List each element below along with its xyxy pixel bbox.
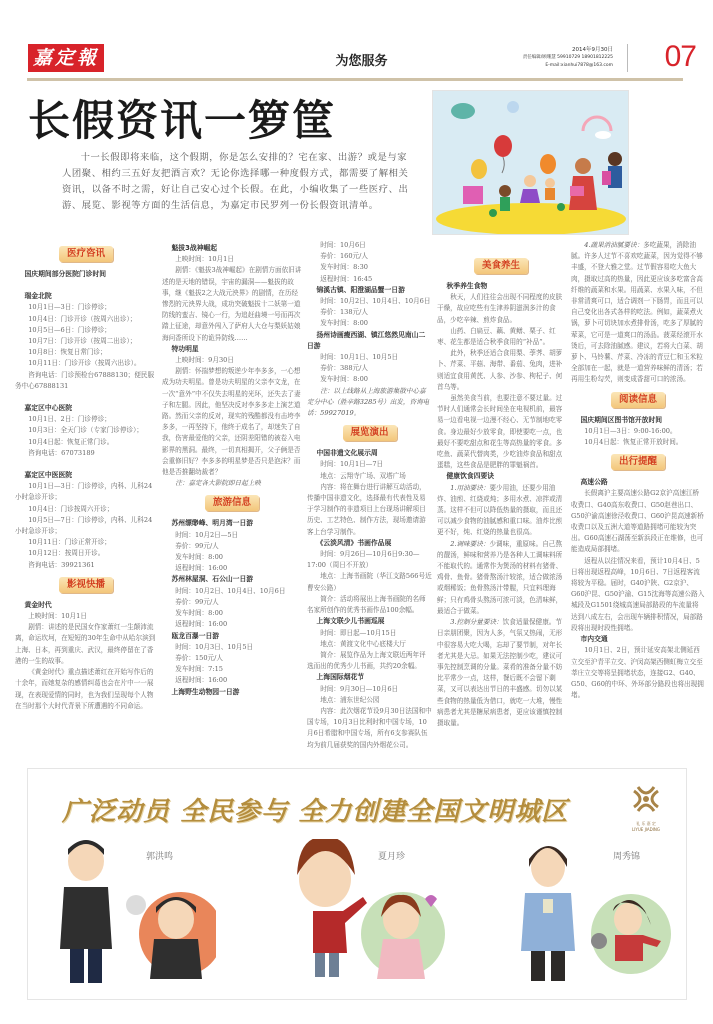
city-traffic-paragraph: 10月1日、2日，预计延安高架北侧延西立交至沪青平立交、沪闵高架西侧虹梅立交至莘庄立交等将呈拥堵状态，连接G2、G40、G50、G60的中环、外环部分路段也将出现拥堵。 [571,646,704,700]
medical-title: 国庆期间部分医院门诊时间 [24,270,107,278]
event-title: 《云淡风清》书画作品展 [316,538,392,547]
event-title: 上海文联少儿书画巡展 [316,617,385,626]
column-travel-exhibitions [307,240,432,751]
tour-detail: 返程时间：16:45 [320,274,373,283]
section-tag-travel: 旅游信息 [205,495,259,511]
schedule-line: 10月4日：门诊按周六开诊； [28,504,114,513]
editor-line: 责任编辑/顾珊慧 59910729 18901812225 [522,55,613,60]
schedule-line: 10月5日—6日：门诊停诊； [28,325,111,334]
movie-plot-extra: 《黄金时代》重点描述萧红在开始写作后的十余年，而她复杂的感情纠葛也会在片中一一展现，在表现爱情的同时，也为我们呈现每个人物在当时那个大时代背景下所遭遇的不同命运。 [15,668,154,710]
caricature-person-3 [513,839,673,993]
section-tag-movies: 影视快播 [59,577,113,593]
tour-title: 扬州诗画瘦西湖、镇江悠然见南山二日游 [307,330,426,350]
person-name: 夏月珍 [378,852,406,862]
column-movies-travel [162,232,302,698]
movie-title: 特功明星 [171,344,199,353]
food-tips-title: 健康饮食四要诀 [446,472,495,481]
meta-divider [627,44,628,72]
tip-label: 3.控制分量要诀： [450,618,503,627]
caricature-person-1 [56,839,216,993]
movie-plot: 剧情：怀揣梦想的叛逆少年李多多，一心想成为功夫明星。曾是功夫明星的父亲李文龙，在一次“意外”中不仅失去明星的光环，还失去了妻子和左腿。因此，他坚决反对李多多走上演艺道路。然而父亲的反对，现实的残酷都没有击垮李多多，一再坚持下，他终于成名了，却迷失了自我，伤害最爱他的父亲，还阴差阳错的被卷入电影界的黑洞。最终，一切真相揭开，父子俩是否会重修旧好？李多多的明星梦是否只是泡沫？而他是否推翻幼裁者？ [162,367,301,477]
section-tag-reading: 阅读信息 [611,392,665,408]
schedule-line: 10月12日：按周日开诊。 [28,549,105,558]
traffic-title: 高速公路 [580,478,608,487]
event-detail: 时间：10月1日—7日 [320,460,384,469]
movie-release: 上映时间：10月1日 [175,255,234,264]
reading-line: 10月1日—3日：9:00-16:00。 [584,426,677,435]
column-reading-traffic [571,240,705,701]
header-rule [27,78,683,81]
traffic-paragraph: 返程从以往情况来看，预计10月4日、5日将出现返程高峰，10月6日、7日返程客流将较为平稳。届时，G40沪陕、G2京沪、G60沪昆、G50沪渝、G15沈海等高速公路入城段及G1501绕城高速局部路段的车流量将达到八成左右，会出现车辆排积情况，局部路段将出现时段性拥堵。 [571,556,705,632]
reading-line: 10月4日起：恢复正常开放时间。 [584,438,683,447]
event-detail: 地点：上海书画院（华江支路566号近曹安公路） [307,572,432,592]
event-detail: 时间：即日起—10月15日 [320,628,397,637]
newspaper-logo: 嘉定報 [28,44,104,72]
traffic-paragraph: 长假离沪主要高速公路G2京沪高速江桥收费口、G40高东收费口、G50赵巷出口、G50沪渝高速徐泾收费口、G60沪昆高速新桥收费口以及五洲大道等道路拥堵可能较为突出。G60高速石湖荡至新浜段正在维修，也可能造成局部拥堵。 [571,489,704,554]
section-tag-food: 美食养生 [474,258,528,274]
tour-title: 上海野生动物园一日游 [171,687,240,696]
movie-title: 黄金时代 [24,600,52,609]
tour-title: 苏州林屋洞、石公山一日游 [171,575,254,584]
event-detail: 地点：云翔寺广场、双塔广场 [320,471,406,480]
event-detail: 简介：展览作品为上海文联近两年评选而出的优秀少儿书画，共约20余幅。 [307,650,426,671]
page-number: 07 [664,40,696,73]
schedule-line: 10月11日：门诊正常开诊； [28,538,111,547]
hospital-name: 瑞金北院 [24,292,52,301]
movie-plot: 剧情：《魁拔3战神崛起》在剧情方面依旧讲述的是天地的错误，宇宙的漏洞——魁拔的故事，继《魁拔2之大战元泱界》的剧情，在历经惨烈的元泱界大战，成功突破魁拔十二妖第一道防线的蛮吉、镜心一行，为追赶曲境一号而再次踏上征途，却意外闯入了萨府人大仓与梨妖姑娘海问香所设下的诡异防线…… [162,266,302,342]
event-detail: 简介：活动将展出上海书画院的名师名家所创作的优秀书画作品100余幅。 [307,594,426,615]
caricature-person-2 [283,839,463,993]
column-food [437,240,565,729]
schedule-line: 10月5日—7日：门诊停诊，内科、儿科24小时急诊开诊； [15,515,153,536]
tour-detail: 发车时间：8:00 [320,319,368,328]
tour-detail: 发车时间：7:15 [175,665,223,674]
tip-label: 1.用油要诀： [450,483,490,492]
event-detail: 内容：此次烟花节设9月30日法国和中国专场，10月3日比利时和中国专场，10月6日希腊和中国专场，所有6支参赛队伍均为前几届获奖的国内外烟花公司。 [307,706,432,749]
tour-title: 瓯龙百瀑一日游 [171,631,220,640]
person-name: 周秀锦 [613,852,641,862]
tip-text: 要少用油，还要少用油炸、油煎、红烧或炖；多用水煮、凉拌或清蒸。这样不但可以降低热量的摄取，而且还可以减少食物的油腻感和重口味。油炸比煎更不好，炖、红烧的热量也很高。 [437,483,563,537]
schedule-line: 10月4日：门诊开诊（按周六出诊）； [28,314,137,323]
city-traffic-title: 市内交通 [580,635,608,644]
section-tag-medical: 医疗咨讯 [59,246,113,262]
hospital-name: 嘉定区中医医院 [24,471,73,480]
tip-text: 饮食适量保健康。节日亲朋团聚，因为人多，气氛又热闹，无形中很容易大吃大喝，忘却了要节制，对年长者尤其是大忌。如果无法控制少吃，建议可事先控制烹调的分量。菜肴的准备分量不妨比平常少一点，这样，餐后既不会留下剩菜，又可以表达出节日的丰盛感。切勿以某些食物的热量低为借口，就吃一大堆，慢性病患者尤其是糖尿病患者，更应该谨慎控制摄取量。 [437,618,563,727]
schedule-line: 10月4日起：恢复正常门诊。 [28,437,114,446]
tour-title: 苏州缥缈峰、明月湾一日游 [171,519,254,528]
schedule-line: 10月1日—3日：门诊停诊； [28,303,111,312]
section-tag-traffic: 出行提醒 [611,454,665,470]
tour-detail: 发车时间：8:00 [175,553,223,562]
tour-detail: 券价：99元/人 [175,541,219,550]
event-detail: 时间：9月26日—10月6日9:30—17:00（周日不开放） [307,550,420,570]
tour-detail: 时间：10月3日、10月5日 [175,642,254,651]
banner-slogan: 广泛动员 全民参与 全力创建全国文明城区 [62,797,569,827]
contact-phone: 咨询电话：39921361 [28,560,95,569]
event-detail: 地点：浦东世纪公园 [320,695,380,704]
issue-date: 2014年9月30日 [572,47,613,53]
schedule-line: 10月3日：全天门诊（专家门诊停诊）； [28,426,143,435]
tour-detail: 发车时间：8:00 [320,375,368,384]
hospital-name: 嘉定区中心医院 [24,404,73,413]
food-title: 秋季养生食物 [446,282,488,290]
tour-detail: 时间：10月1日、10月5日 [320,353,399,362]
tip-label: 2.调味要诀： [450,539,490,548]
tour-detail: 券价：150元/人 [175,653,223,662]
contact-phone: 咨询电话：67073189 [28,448,95,457]
movie-title: 魁拔3战神崛起 [171,244,218,252]
tour-title: 锦溪古镇、阳澄湖品蟹一日游 [316,285,405,294]
tour-detail: 时间：10月2日、10月4日、10月6日 [175,586,286,595]
food-paragraph: 虽然美食当前，也要注意不要过量。过节时人们通常会长时间坐在电视机前，最容易一边看电视一边漫不经心、无节制地吃零食。身边最好少放零食，即使要吃一点，也最好不要吃甜点和花生等高热量的零食。多吃鱼、蔬菜代替肉类，少吃油炸食品和甜点蛋糕，这些食品是肥胖的罪魁祸首。 [437,394,563,470]
food-paragraph: 秋天，人们往往会出现不同程度的皮肤干燥，故应吃些有生津养阴滋润多汁的食品，少吃辛辣、煎炸食品。 [437,293,563,324]
column-medical [15,240,157,712]
intro-paragraph: 十一长假即将来临，这个假期，你是怎么安排的？宅在家、出游？或是与家人团聚、相约三五好友把酒言欢？无论你选择哪一种度假方式，都需要了解相关资讯，以备不时之需，好让自己安心过个长假。在此，小编收集了一些医疗、出游、展览、影视等方面的生活信息，为嘉定市民罗列一份长假资讯清单。 [62,152,409,211]
emblem-icon [628,781,664,817]
food-paragraph: 山药、白扁豆、藕、黄鳝、栗子、红枣、花生都是适合秋季食用的“补品”。 [437,326,556,347]
person-name: 郭洪鸣 [146,852,174,862]
section-title: 为您服务 [335,54,388,69]
page-headline: 长假资讯一箩筐 [28,96,337,145]
schedule-line: 10月1日—3日：门诊停诊，内科、儿科24小时急诊开诊； [15,482,153,502]
tour-detail: 券价：99元/人 [175,597,219,606]
movie-release: 上映时间：10月1日 [28,612,87,621]
event-detail: 时间：9月30日—10月6日 [320,684,399,693]
schedule-line: 10月1日、2日：门诊停诊； [28,415,111,424]
tour-detail: 时间：10月2日—5日 [175,530,239,539]
movie-note: 注：嘉定各大影院即日起上映 [175,479,261,488]
tip-label: 4.蔬果消油腻要诀： [584,241,644,249]
contact-phone: 咨询电话：门诊预检台67888130；便民服务中心67888131 [15,370,155,390]
tour-detail: 时间：10月6日 [320,241,366,249]
tour-detail: 发车时间：8:00 [175,609,223,618]
event-detail: 内容：将在舞台进行讲解互动活动，传播中国非遗文化，选择最有代表性及易于学习制作的非遗项目上台现场讲解项目历史、工艺特色、制作方法，现场邀请游客上台学习制作。 [307,482,426,536]
emblem-caption-en: LIYUE JIADING [631,827,661,832]
tour-detail: 时间：10月2日、10月4日、10月6日 [320,297,431,306]
travel-note: 注：以上线路从上海旅游集散中心嘉定分中心（胜辛路3285号）出发，咨询电话：59927019。 [307,386,430,418]
tour-detail: 券价：388元/人 [320,364,368,373]
reading-title: 国庆期间区图书馆开放时间 [580,415,663,424]
tour-detail: 券价：138元/人 [320,308,368,317]
movie-release: 上映时间：9月30日 [175,356,234,365]
liyue-jiading-emblem [624,781,668,833]
issue-meta [523,46,613,70]
tour-detail: 发车时间：8:30 [320,263,368,272]
tour-detail: 返程时间：16:00 [175,620,228,629]
movie-plot: 剧情：讲述的是民国女作家萧红一生颠沛流离，命运坎坷，在短短的30年生命中从哈尔滨到上海、日本，再到重庆、武汉，最终停留在了香港的一生的故事。 [15,623,156,665]
food-paragraph: 此外，秋季还适合食用梨、荸荠、胡萝卜、芹菜、平菇、海带、番茄、兔肉，进补则适宜食用黄芪、人参、沙参、枸杞子、何首乌等。 [437,349,563,391]
masthead [20,40,703,76]
schedule-line: 10月7日：门诊开诊（按周二出诊）； [28,337,137,346]
holiday-illustration [432,90,629,235]
event-title: 上海国际烟花节 [316,673,365,682]
tip-text: 多吃蔬果，消除油腻。许多人过节不喜欢吃蔬菜，因为觉得不够丰盛，不登大雅之堂。过节假容易吃大鱼大肉，摄取过高的热量，因此更应该多吃富含高纤维的蔬菜和水果。用蔬菜、水果入味，不但非常清爽可口，适合调剂一下肠胃，而且可以自己变化出各式各样的吃法。例如，蔬菜煮火锅，萝卜可切块加水煮排骨汤，吃多了厚腻的荤菜，它可是一道爽口的汤品。菠菜经滚开水烫后，可去除油腻感。建议，若将大白菜、胡萝卜、马铃薯、芹菜、冷冻的青豆仁和玉米粒全部加在一起，就是一道营养味鲜的清汤；若再用生粉勾芡，则变成香甜可口的浓汤。 [571,241,703,384]
civic-banner [27,768,687,1000]
tour-detail: 返程时间：16:00 [175,564,228,573]
section-tag-exhibitions: 展览演出 [343,425,397,441]
schedule-line: 10月11日：门诊开诊（按周六出诊）。 [28,359,141,368]
tour-detail: 返程时间：16:00 [175,676,228,685]
event-title: 中国非遗文化展示周 [316,449,378,458]
event-detail: 地点：黄渡文化中心底楼大厅 [320,639,406,648]
article-columns [15,240,705,760]
schedule-line: 10月8日：恢复日常门诊； [28,348,107,357]
emblem-caption: 礼 乐 嘉 定 [636,821,656,826]
email-line: E-mail:xianhui7878@163.com [545,63,613,68]
tip-text: 少调味，重原味。自己熬的靓汤，鲜味和营养乃是各种人工调味料所不能取代的。通常作为煲汤的材料有猪骨、鸡骨、鱼骨。猪骨熬汤汁较浓，适合做浓汤或烟稀饭；鱼骨熬汤汁带腥，只宜料理海鲜；只有鸡骨头熬汤可浓可淡，色清味鲜，最适合于做菜。 [437,539,563,615]
tour-detail: 券价：160元/人 [320,252,368,261]
